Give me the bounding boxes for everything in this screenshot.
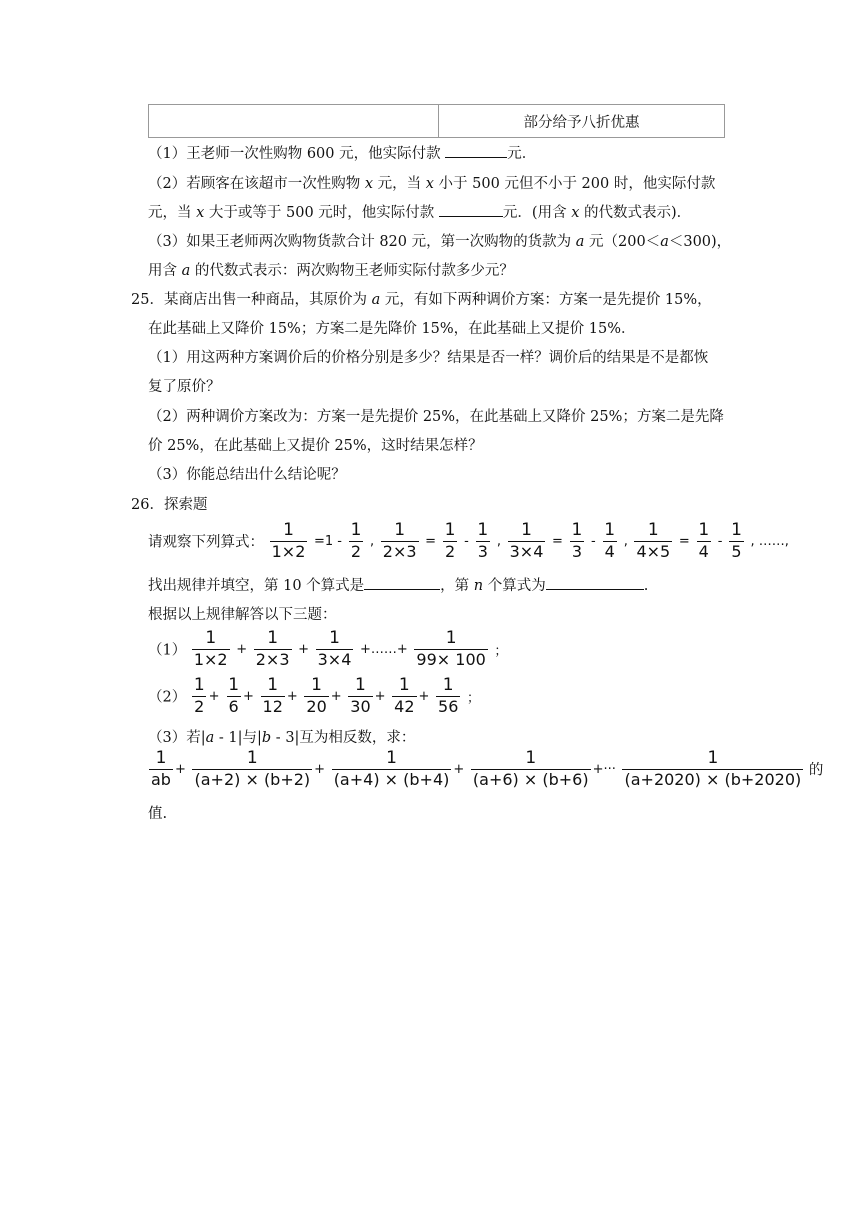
- fraction: $\frac{1}{56}$: [438, 675, 459, 716]
- q25-stem-line1: 25．某商店出售一种商品，其原价为 a 元，有如下两种调价方案：方案一是先提价 15%，: [131, 292, 712, 308]
- q24-part2-line2: 元，当 x 大于或等于 500 元时，他实际付款 元．(用含 x 的代数式表示)．: [148, 205, 692, 221]
- q26-part2: （2） $\frac{1}{2}$ + $\frac{1}{6}$ + $\frac{1}{12}$ + $\frac{1}{20}$ + $\frac{1}{30}$ + $\frac{1}{42}$ + $\frac{1}{56}$ ；: [148, 675, 481, 716]
- q26-part3-tail: 值.: [148, 806, 168, 822]
- q26-part3-condition: （3）若|a - 1|与|b - 3|互为相反数，求：: [148, 730, 416, 746]
- q26-find-pattern: 找出规律并填空，第 10 个算式是 ，第 n 个算式为 .: [148, 578, 649, 594]
- q24-part3-line1: （3）如果王老师两次购物货款合计 820 元，第一次购物的货款为 a 元（200＜a＜300)，: [148, 234, 732, 250]
- fraction: $\frac{1}{1\times 2}$: [271, 520, 306, 561]
- fraction: $\frac{1}{ab}$: [151, 748, 171, 789]
- fraction: $\frac{1}{(a+2) \times (b+2)}$: [194, 748, 311, 789]
- table-cell-discount: 部分给予八折优惠: [523, 114, 640, 131]
- answer-blank: [546, 589, 644, 590]
- fraction: $\frac{1}{4}$: [698, 520, 710, 561]
- fraction: $\frac{1}{(a+2020) \times (b+2020)}$: [624, 748, 802, 789]
- fraction: $\frac{1}{12}$: [262, 675, 283, 716]
- fraction: $\frac{1}{42}$: [394, 675, 415, 716]
- fraction: $\frac{1}{3}$: [571, 520, 583, 561]
- fraction: $\frac{1}{3\times 4}$: [509, 520, 544, 561]
- fraction: $\frac{1}{3\times 4}$: [317, 628, 352, 669]
- fraction: $\frac{1}{5}$: [731, 520, 742, 561]
- fraction: $\frac{1}{30}$: [350, 675, 371, 716]
- q26-observe-formulas: 请观察下列算式： $\frac{1}{1\times 2}$ =1 - $\frac{1}{2}$ , $\frac{1}{2\times 3}$ = $\frac{1}{2}$ - $\frac{1}{3}$ , $\frac{1}{3\times 4}$ = $\frac{1}{3}$ - $\frac{1}{4}$ , $\frac{1}{4\times 5}$ = $\frac{1}{4}$ - $\frac{1}{5}$ , ……,: [148, 520, 789, 561]
- q26-part3-expression: $\frac{1}{ab}$ + $\frac{1}{(a+2) \times (b+2)}$ + $\frac{1}{(a+4) \times (b+4)}$ + $\frac{1}{(a+6) \times (b+6)}$ +··· $\frac{1}{(a+2020) \times (b+2020)}$ 的: [151, 748, 824, 789]
- q24-part3-line2: 用含 a 的代数式表示：两次购物王老师实际付款多少元？: [148, 263, 514, 279]
- fraction: $\frac{1}{20}$: [306, 675, 327, 716]
- answer-blank: [439, 216, 503, 217]
- q25-part2-line2: 价 25%，在此基础上又提价 25%，这时结果怎样？: [148, 438, 483, 454]
- fraction: $\frac{1}{4\times 5}$: [636, 520, 671, 561]
- fraction: $\frac{1}{6}$: [228, 675, 240, 716]
- pricing-table: [148, 104, 725, 138]
- q25-stem-line2: 在此基础上又降价 15%；方案二是先降价 15%，在此基础上又提价 15%．: [148, 321, 636, 337]
- answer-blank: [445, 157, 507, 158]
- fraction: $\frac{1}{2}$: [193, 675, 205, 716]
- fraction: $\frac{1}{3}$: [477, 520, 489, 561]
- q26-part1: （1） $\frac{1}{1\times 2}$ + $\frac{1}{2\times 3}$ + $\frac{1}{3\times 4}$ +……+ $\frac{1}{99\times 100}$ ；: [148, 628, 508, 669]
- q26-rule: 根据以上规律解答以下三题：: [148, 607, 337, 623]
- fraction: $\frac{1}{2\times 3}$: [255, 628, 290, 669]
- fraction: $\frac{1}{1\times 2}$: [193, 628, 228, 669]
- fraction: $\frac{1}{2}$: [350, 520, 362, 561]
- fraction: $\frac{1}{2\times 3}$: [382, 520, 417, 561]
- fraction: $\frac{1}{2}$: [444, 520, 456, 561]
- q24-part2-line1: （2）若顾客在该超市一次性购物 x 元，当 x 小于 500 元但不小于 200 时，他实际付款: [148, 176, 716, 192]
- fraction: $\frac{1}{4}$: [604, 520, 616, 561]
- q25-part1-line2: 复了原价？: [148, 379, 221, 395]
- q24-part1: （1）王老师一次性购物 600 元，他实际付款 元．: [148, 146, 537, 162]
- q25-part3: （3）你能总结出什么结论呢？: [148, 467, 346, 483]
- answer-blank: [364, 589, 440, 590]
- q26-title: 26．探索题: [131, 497, 208, 513]
- q25-part2-line1: （2）两种调价方案改为：方案一是先提价 25%，在此基础上又降价 25%；方案二是先降: [148, 409, 724, 425]
- fraction: $\frac{1}{(a+6) \times (b+6)}$: [472, 748, 589, 789]
- q25-part1-line1: （1）用这两种方案调价后的价格分别是多少？结果是否一样？调价后的结果是不是都恢: [148, 350, 709, 366]
- fraction: $\frac{1}{99\times 100}$: [416, 628, 486, 669]
- fraction: $\frac{1}{(a+4) \times (b+4)}$: [333, 748, 450, 789]
